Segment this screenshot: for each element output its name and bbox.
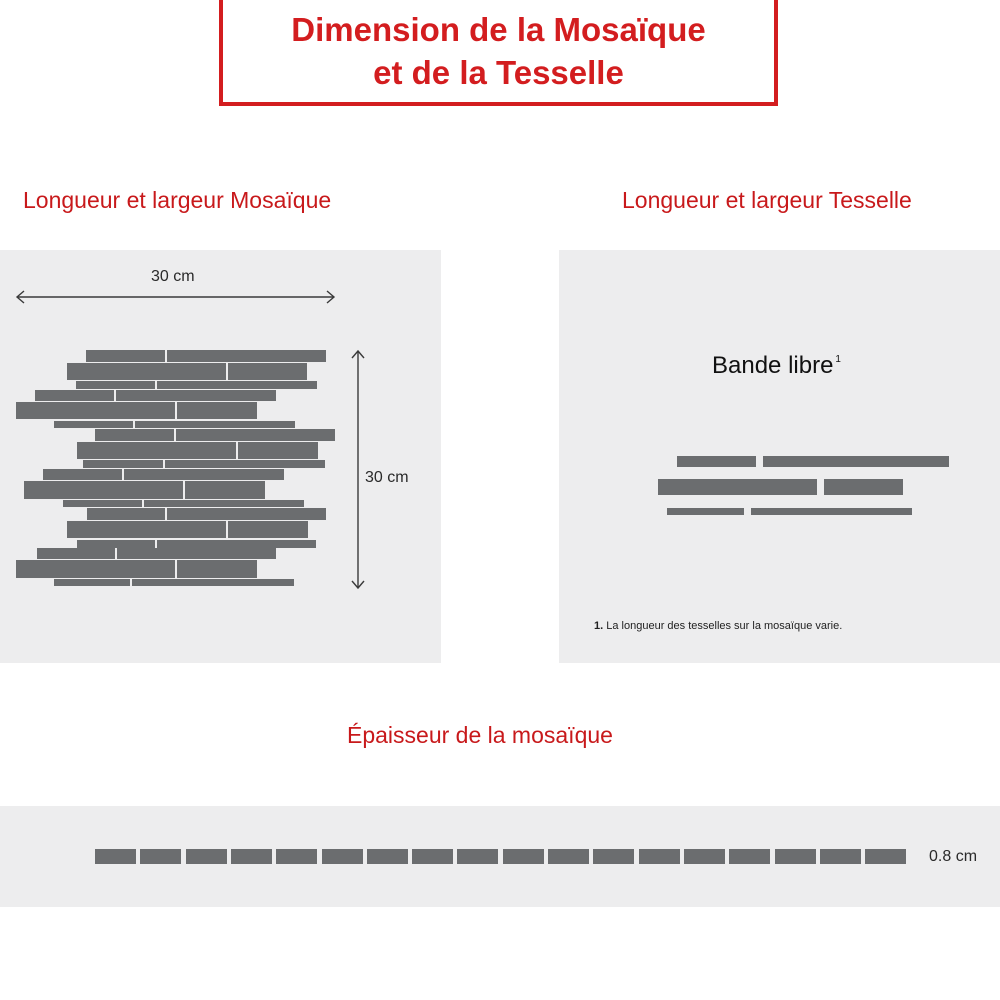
tile-strip <box>117 548 276 559</box>
tile-strip <box>593 849 634 864</box>
tile-strip <box>228 363 307 380</box>
tile-strip <box>658 479 817 495</box>
footnote-number: 1. <box>594 620 604 632</box>
footnote-text: La longueur des tesselles sur la mosaïque varie. <box>606 620 843 632</box>
title-line-1: Dimension de la Mosaïque <box>291 11 706 48</box>
tile-strip <box>95 429 174 441</box>
height-arrow <box>352 351 364 588</box>
tile-strip <box>135 421 295 428</box>
tile-strip <box>63 500 142 507</box>
tile-strip <box>95 849 136 864</box>
tile-strip <box>412 849 453 864</box>
tile-strip <box>548 849 589 864</box>
tile-strip <box>176 429 335 441</box>
footnote <box>594 620 842 632</box>
thickness-title: Épaisseur de la mosaïque <box>347 722 613 748</box>
tile-strip <box>775 849 816 864</box>
tile-strip <box>186 849 227 864</box>
tile-strip <box>167 350 326 362</box>
tile-strip <box>238 442 318 459</box>
tile-strip <box>132 579 294 586</box>
tile-strip <box>43 469 122 480</box>
footnote-marker: 1 <box>835 354 841 365</box>
tile-strip <box>116 390 276 401</box>
tile-strip <box>86 350 165 362</box>
tile-strip <box>824 479 903 495</box>
tile-strip <box>87 508 165 520</box>
tile-strip <box>54 421 133 428</box>
tile-strip <box>24 481 183 499</box>
tile-strip <box>67 521 226 538</box>
tile-strip <box>35 390 114 401</box>
tile-strip <box>367 849 408 864</box>
tile-strip <box>165 460 325 468</box>
tile-strip <box>677 456 756 467</box>
tile-strip <box>140 849 181 864</box>
mosaic-size-title: Longueur et largeur Mosaïque <box>23 187 332 213</box>
tile-strip <box>167 508 326 520</box>
tile-strip <box>820 849 861 864</box>
width-arrow <box>17 291 334 303</box>
tile-strip <box>124 469 284 480</box>
tile-strip <box>177 402 257 419</box>
tile-strip <box>865 849 906 864</box>
mosaic-width-label: 30 cm <box>151 268 195 285</box>
mosaic-height-label: 30 cm <box>365 469 409 486</box>
title-line-2: et de la Tesselle <box>373 54 624 91</box>
tile-strip <box>54 579 130 586</box>
tile-strip <box>177 560 257 578</box>
tile-strip <box>37 548 115 559</box>
tile-strip <box>16 560 175 578</box>
tile-strip <box>83 460 163 468</box>
tile-strip <box>157 381 317 389</box>
tile-strip <box>157 540 316 548</box>
tile-strip <box>77 540 155 548</box>
thickness-label: 0.8 cm <box>929 848 978 865</box>
tile-strip <box>763 456 949 467</box>
tile-strip <box>67 363 226 380</box>
tile-strip <box>684 849 725 864</box>
tile-name-text: Bande libre <box>712 352 834 379</box>
tile-strip <box>457 849 498 864</box>
tile-name <box>712 352 841 380</box>
tile-strip <box>276 849 317 864</box>
tile-size-title: Longueur et largeur Tesselle <box>622 187 912 213</box>
tile-strip <box>16 402 175 419</box>
tile-strip <box>76 381 155 389</box>
tile-strip <box>185 481 265 499</box>
tile-strip <box>751 508 912 515</box>
tile-strip <box>322 849 363 864</box>
tile-strip <box>639 849 680 864</box>
tile-strip <box>231 849 272 864</box>
tile-strip <box>503 849 544 864</box>
tile-strip <box>729 849 770 864</box>
tile-strip <box>228 521 308 538</box>
tile-strip <box>77 442 236 459</box>
tile-strip <box>144 500 304 507</box>
tile-strip <box>667 508 744 515</box>
